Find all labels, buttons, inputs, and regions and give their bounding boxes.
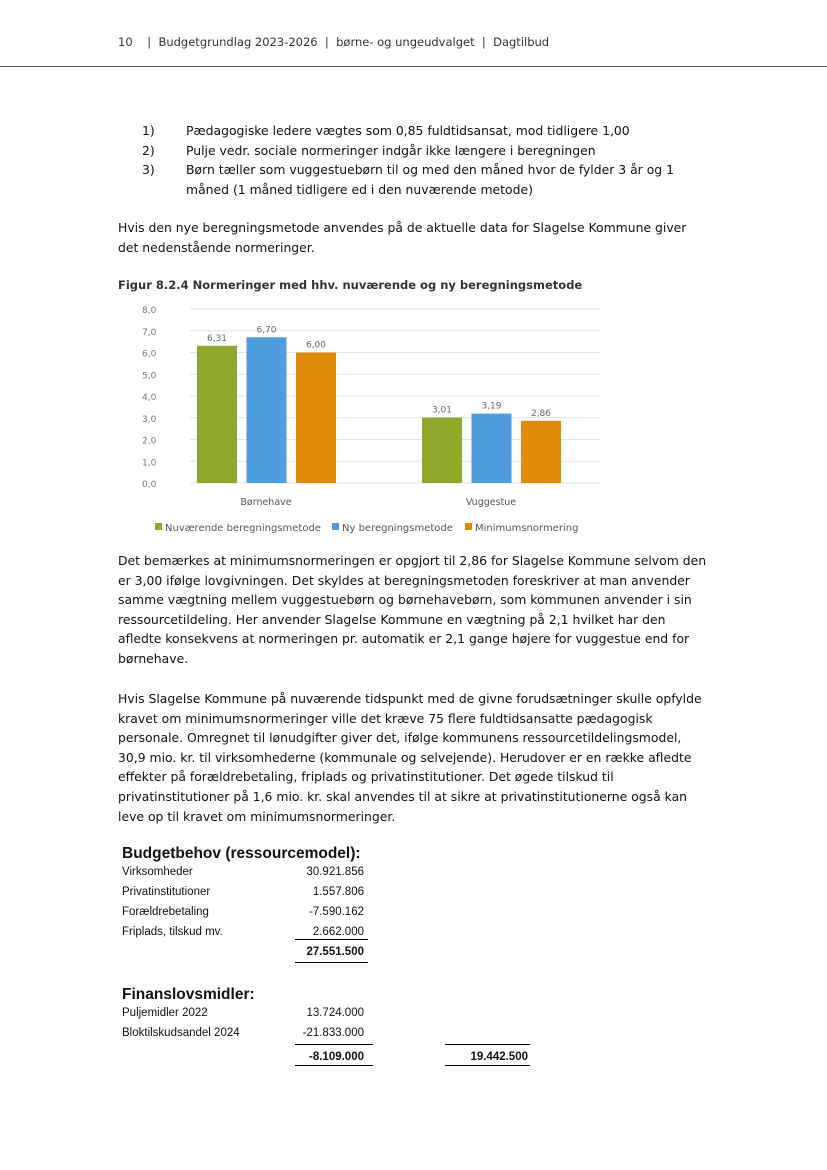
table-row	[122, 926, 372, 944]
underline	[295, 1044, 373, 1045]
bar	[422, 418, 462, 483]
row-label: Friplads, tilskud mv.	[122, 926, 223, 938]
bar	[247, 337, 287, 483]
page-header: 10 | Budgetgrundlag 2023-2026 | børne- og ungeudvalget | Dagtilbud	[118, 35, 550, 49]
row-label: Forældrebetaling	[122, 906, 209, 918]
y-tick-label: 2,0	[142, 436, 157, 447]
list-item	[118, 160, 678, 199]
y-tick-label: 6,0	[142, 349, 157, 360]
paragraph-2: Det bemærkes at minimumsnormeringen er opgjort til 2,86 for Slagelse Kommune selvom den er 3,00 ifølge lovgivningen. Det skyldes at beregningsmetoden foreskriver at man anvender samme vægtning mellem vuggestuebørn og børnehavebørn, som kommunen anvender i sin ressourcetildeling. Her anvender Slagelse Kommune en vægtning på 2,1 hvilket har den afledte konsekvens at normeringen pr. automatik er 2,1 gange højere for vuggestue end for børnehave.	[118, 553, 707, 666]
legend-label: Nuværende beregningsmetode	[165, 523, 321, 534]
data-label: 6,31	[206, 333, 228, 344]
paragraph-3: Hvis Slagelse Kommune på nuværende tidspunkt med de givne forudsætninger skulle opfylde kravet om minimumsnormeringer ville det kræve 75 flere fuldtidsansatte pædagogisk personale. Omregnet til lønudgifter giver det, ifølge kommunens ressourcetildelingsmodel, 30,9 mio. kr. til virksomhederne (kommunale og selvejende). Herudover er en række afledte effekter på forældrebetaling, friplads og privatinstitutioner. Det øgede tilskud til privatinstitutioner på 1,6 mio. kr. skal anvendes til at sikre at privatinstitutionerne også kan leve op til kravet om minimumsnormeringer.	[118, 691, 702, 824]
list-text: Børn tæller som vuggestuebørn til og med den måned hvor de fylder 3 år og 1 måned (1 måned tidligere ed i den nuværende metode)	[186, 162, 674, 197]
figure-title: Figur 8.2.4 Normeringer med hhv. nuværende og ny beregningsmetode	[118, 278, 583, 292]
row-label: Virksomheder	[122, 866, 193, 878]
table-row	[122, 1007, 372, 1025]
legend-swatch	[465, 523, 472, 530]
page-number: 10	[118, 35, 133, 49]
total-value: 27.551.500	[306, 946, 364, 958]
list-item	[118, 121, 678, 141]
row-label: Privatinstitutioner	[122, 886, 211, 898]
row-value: -7.590.162	[309, 906, 364, 918]
row-label: Bloktilskudsandel 2024	[122, 1027, 240, 1039]
underline	[295, 1065, 373, 1066]
data-label: 6,70	[256, 325, 277, 336]
bar	[472, 414, 512, 483]
data-label: 3,01	[431, 405, 453, 416]
data-label: 3,19	[481, 401, 502, 412]
table-row	[122, 866, 372, 884]
bar	[296, 353, 336, 484]
data-label: 2,86	[530, 408, 552, 419]
bar	[197, 346, 237, 483]
header-section: Dagtilbud	[493, 35, 550, 49]
budget-title: Budgetbehov (ressourcemodel):	[122, 845, 361, 862]
y-tick-label: 4,0	[142, 393, 157, 403]
y-tick-label: 1,0	[142, 458, 157, 469]
row-value: 30.921.856	[306, 866, 364, 878]
row-label: Puljemidler 2022	[122, 1007, 208, 1019]
list-number: 3)	[142, 162, 155, 178]
data-label: 6,00	[305, 340, 327, 351]
grand-total: 19.442.500	[470, 1051, 528, 1063]
row-value: 13.724.000	[306, 1007, 364, 1019]
numbered-list	[118, 121, 678, 199]
table-row	[122, 906, 372, 924]
x-category-label: Vuggestue	[465, 497, 517, 508]
x-category-label: Børnehave	[240, 497, 292, 508]
header-divider	[0, 66, 827, 67]
header-doc: Budgetgrundlag 2023-2026	[158, 35, 318, 49]
table-row	[122, 886, 372, 904]
list-number: 1)	[142, 123, 155, 138]
table-row	[122, 1027, 372, 1045]
legend-swatch	[155, 523, 162, 530]
total-value: -8.109.000	[309, 1051, 364, 1063]
row-value: -21.833.000	[302, 1027, 364, 1039]
legend-label: Ny beregningsmetode	[342, 523, 453, 534]
underline	[445, 1065, 530, 1066]
paragraph-1: Hvis den nye beregningsmetode anvendes på de aktuelle data for Slagelse Kommune giver det nedenstående normeringer.	[118, 220, 687, 255]
list-text: Pulje vedr. sociale normeringer indgår ikke længere i beregningen	[186, 142, 596, 158]
bar-chart	[110, 300, 610, 540]
y-tick-label: 3,0	[142, 414, 157, 425]
underline	[445, 1044, 530, 1045]
bar	[521, 421, 561, 483]
legend-label: Minimumsnormering	[475, 523, 579, 534]
legend-swatch	[332, 523, 339, 530]
y-tick-label: 7,0	[142, 327, 157, 338]
y-tick-label: 8,0	[142, 306, 157, 316]
row-value: 1.557.806	[312, 886, 364, 898]
y-tick-label: 5,0	[142, 371, 157, 382]
finans-title: Finanslovsmidler:	[122, 986, 255, 1003]
y-tick-label: 0,0	[142, 480, 157, 490]
header-committee: børne- og ungeudvalget	[336, 35, 475, 49]
list-number: 2)	[142, 142, 155, 158]
underline	[295, 939, 368, 940]
row-value: 2.662.000	[312, 926, 364, 938]
underline	[295, 962, 368, 963]
list-text: Pædagogiske ledere vægtes som 0,85 fuldtidsansat, mod tidligere 1,00	[186, 123, 630, 138]
list-item	[118, 141, 678, 161]
